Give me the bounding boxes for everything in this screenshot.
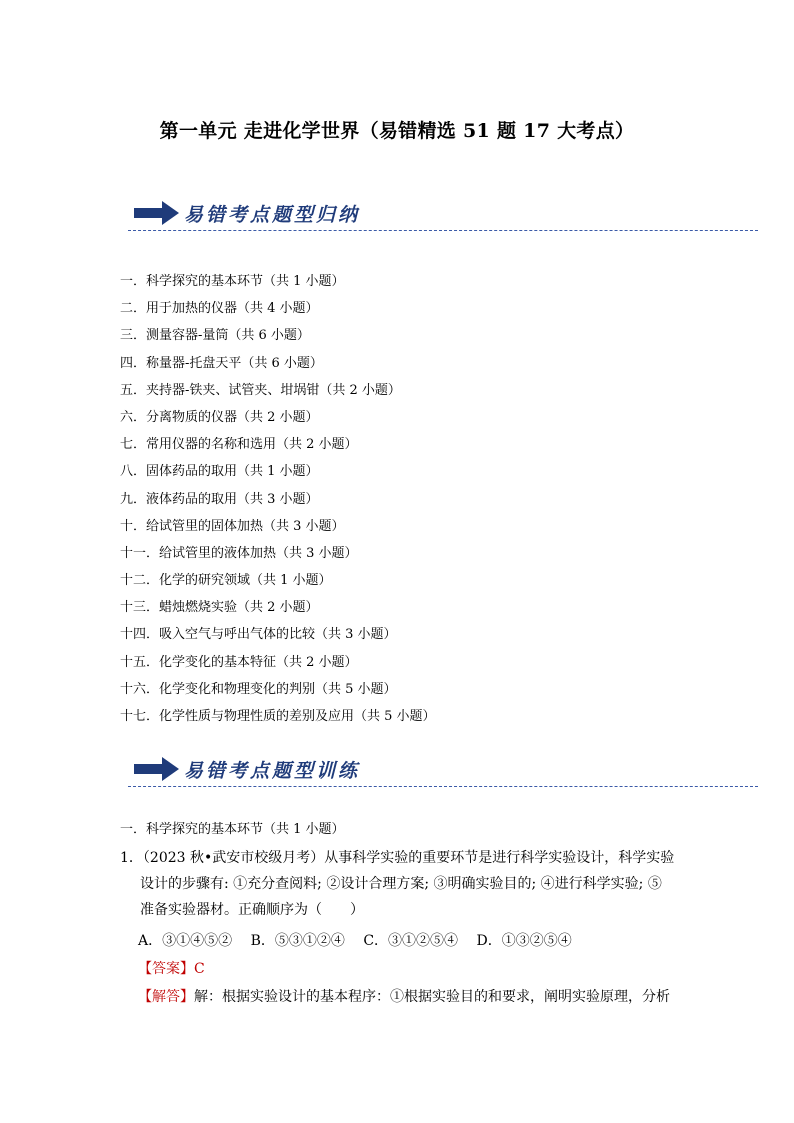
topic-item: 五．夹持器-铁夹、试管夹、坩埚钳（共 2 小题） bbox=[120, 382, 401, 398]
question-stem-cont: 准备实验器材。正确顺序为（ ） bbox=[140, 902, 364, 918]
topic-item: 十．给试管里的固体加热（共 3 小题） bbox=[120, 518, 345, 534]
answer-value: C bbox=[194, 961, 205, 977]
answer-row bbox=[120, 956, 680, 982]
banner-divider bbox=[128, 786, 758, 787]
topic-item: 十二．化学的研究领域（共 1 小题） bbox=[120, 573, 332, 589]
banner-summary-text: 易错考点题型归纳 bbox=[184, 204, 361, 226]
topic-item: 十六．化学变化和物理变化的判别（共 5 小题） bbox=[120, 681, 397, 697]
option-a: A．③①④⑤② bbox=[138, 933, 233, 949]
option-b: B．⑤③①②④ bbox=[250, 933, 345, 949]
analysis-tag: 【解答】 bbox=[138, 989, 194, 1005]
question-1 bbox=[120, 845, 680, 1010]
banner-summary bbox=[128, 196, 758, 236]
banner-training-text: 易错考点题型训练 bbox=[184, 760, 361, 782]
topic-item: 三．测量容器-量筒（共 6 小题） bbox=[120, 328, 310, 344]
topic-item: 八．固体药品的取用（共 1 小题） bbox=[120, 464, 319, 480]
topic-item: 十四．吸入空气与呼出气体的比较（共 3 小题） bbox=[120, 627, 397, 643]
banner-training bbox=[128, 752, 758, 792]
answer-options bbox=[120, 928, 680, 954]
topic-item: 九．液体药品的取用（共 3 小题） bbox=[120, 491, 319, 507]
analysis-row bbox=[120, 984, 680, 1010]
banner-divider bbox=[128, 230, 758, 231]
topic-item: 十三．蜡烛燃烧实验（共 2 小题） bbox=[120, 600, 319, 616]
option-d: D．①③②⑤④ bbox=[476, 933, 572, 949]
topic-item: 六．分离物质的仪器（共 2 小题） bbox=[120, 409, 319, 425]
arrow-right-icon bbox=[134, 200, 180, 226]
topic-item: 十一．给试管里的液体加热（共 3 小题） bbox=[120, 545, 358, 561]
question-stem-cont: 设计的步骤有: ①充分查阅料; ②设计合理方案; ③明确实验目的; ④进行科学实验; ⑤ bbox=[140, 876, 662, 892]
answer-tag: 【答案】 bbox=[138, 961, 194, 977]
option-c: C．③①②⑤④ bbox=[363, 933, 459, 949]
section-heading: 一．科学探究的基本环节（共 1 小题） bbox=[120, 822, 345, 837]
analysis-text: 解：根据实验设计的基本程序：①根据实验目的和要求，阐明实验原理，分析 bbox=[194, 989, 670, 1005]
topic-item: 七．常用仪器的名称和选用（共 2 小题） bbox=[120, 437, 358, 453]
topic-item: 四．称量器-托盘天平（共 6 小题） bbox=[120, 355, 323, 371]
topic-item: 二．用于加热的仪器（共 4 小题） bbox=[120, 301, 319, 317]
question-stem: 1．（2023 秋•武安市校级月考）从事科学实验的重要环节是进行科学实验设计，科学实验 bbox=[120, 850, 675, 866]
topic-item: 一．科学探究的基本环节（共 1 小题） bbox=[120, 274, 345, 289]
topic-list bbox=[120, 268, 436, 730]
topic-item: 十七．化学性质与物理性质的差别及应用（共 5 小题） bbox=[120, 709, 436, 724]
page-title: 第一单元 走进化学世界（易错精选 51 题 17 大考点） bbox=[159, 120, 635, 142]
arrow-right-icon bbox=[134, 756, 180, 782]
topic-item: 十五．化学变化的基本特征（共 2 小题） bbox=[120, 654, 358, 670]
